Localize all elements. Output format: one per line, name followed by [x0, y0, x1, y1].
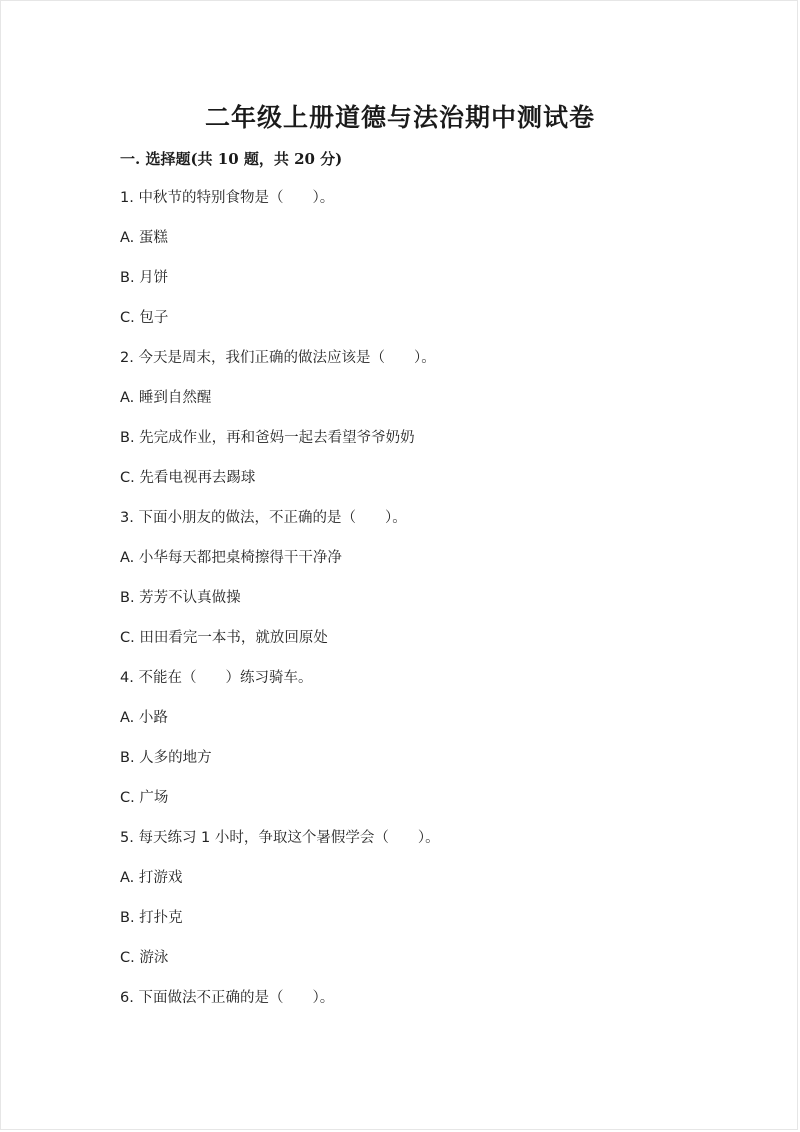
option-1a: A. 蛋糕 [120, 230, 168, 246]
question-2: 2. 今天是周末，我们正确的做法应该是（ ）。 [120, 350, 436, 366]
section-header: 一. 选择题(共 10 题，共 20 分) [120, 150, 343, 168]
question-list [120, 186, 760, 1026]
option-2c: C. 先看电视再去踢球 [120, 470, 256, 486]
option-3c: C. 田田看完一本书，就放回原处 [120, 630, 328, 646]
document-title: 二年级上册道德与法治期中测试卷 [204, 103, 595, 132]
question-4: 4. 不能在（ ）练习骑车。 [120, 670, 313, 686]
question-5: 5. 每天练习 1 小时，争取这个暑假学会（ ）。 [120, 830, 440, 846]
option-4b: B. 人多的地方 [120, 750, 212, 766]
option-4a: A. 小路 [120, 710, 168, 726]
option-1b: B. 月饼 [120, 270, 169, 286]
option-2b: B. 先完成作业，再和爸妈一起去看望爷爷奶奶 [120, 430, 415, 446]
question-3: 3. 下面小朋友的做法，不正确的是（ ）。 [120, 510, 407, 526]
option-3a: A. 小华每天都把桌椅擦得干干净净 [120, 550, 342, 566]
option-3b: B. 芳芳不认真做操 [120, 590, 241, 606]
option-2a: A. 睡到自然醒 [120, 390, 212, 406]
question-1: 1. 中秋节的特别食物是（ ）。 [120, 190, 335, 206]
question-6: 6. 下面做法不正确的是（ ）。 [120, 990, 335, 1006]
option-5a: A. 打游戏 [120, 870, 183, 886]
option-5c: C. 游泳 [120, 950, 169, 966]
option-5b: B. 打扑克 [120, 910, 183, 926]
option-1c: C. 包子 [120, 310, 169, 326]
option-4c: C. 广场 [120, 790, 169, 806]
